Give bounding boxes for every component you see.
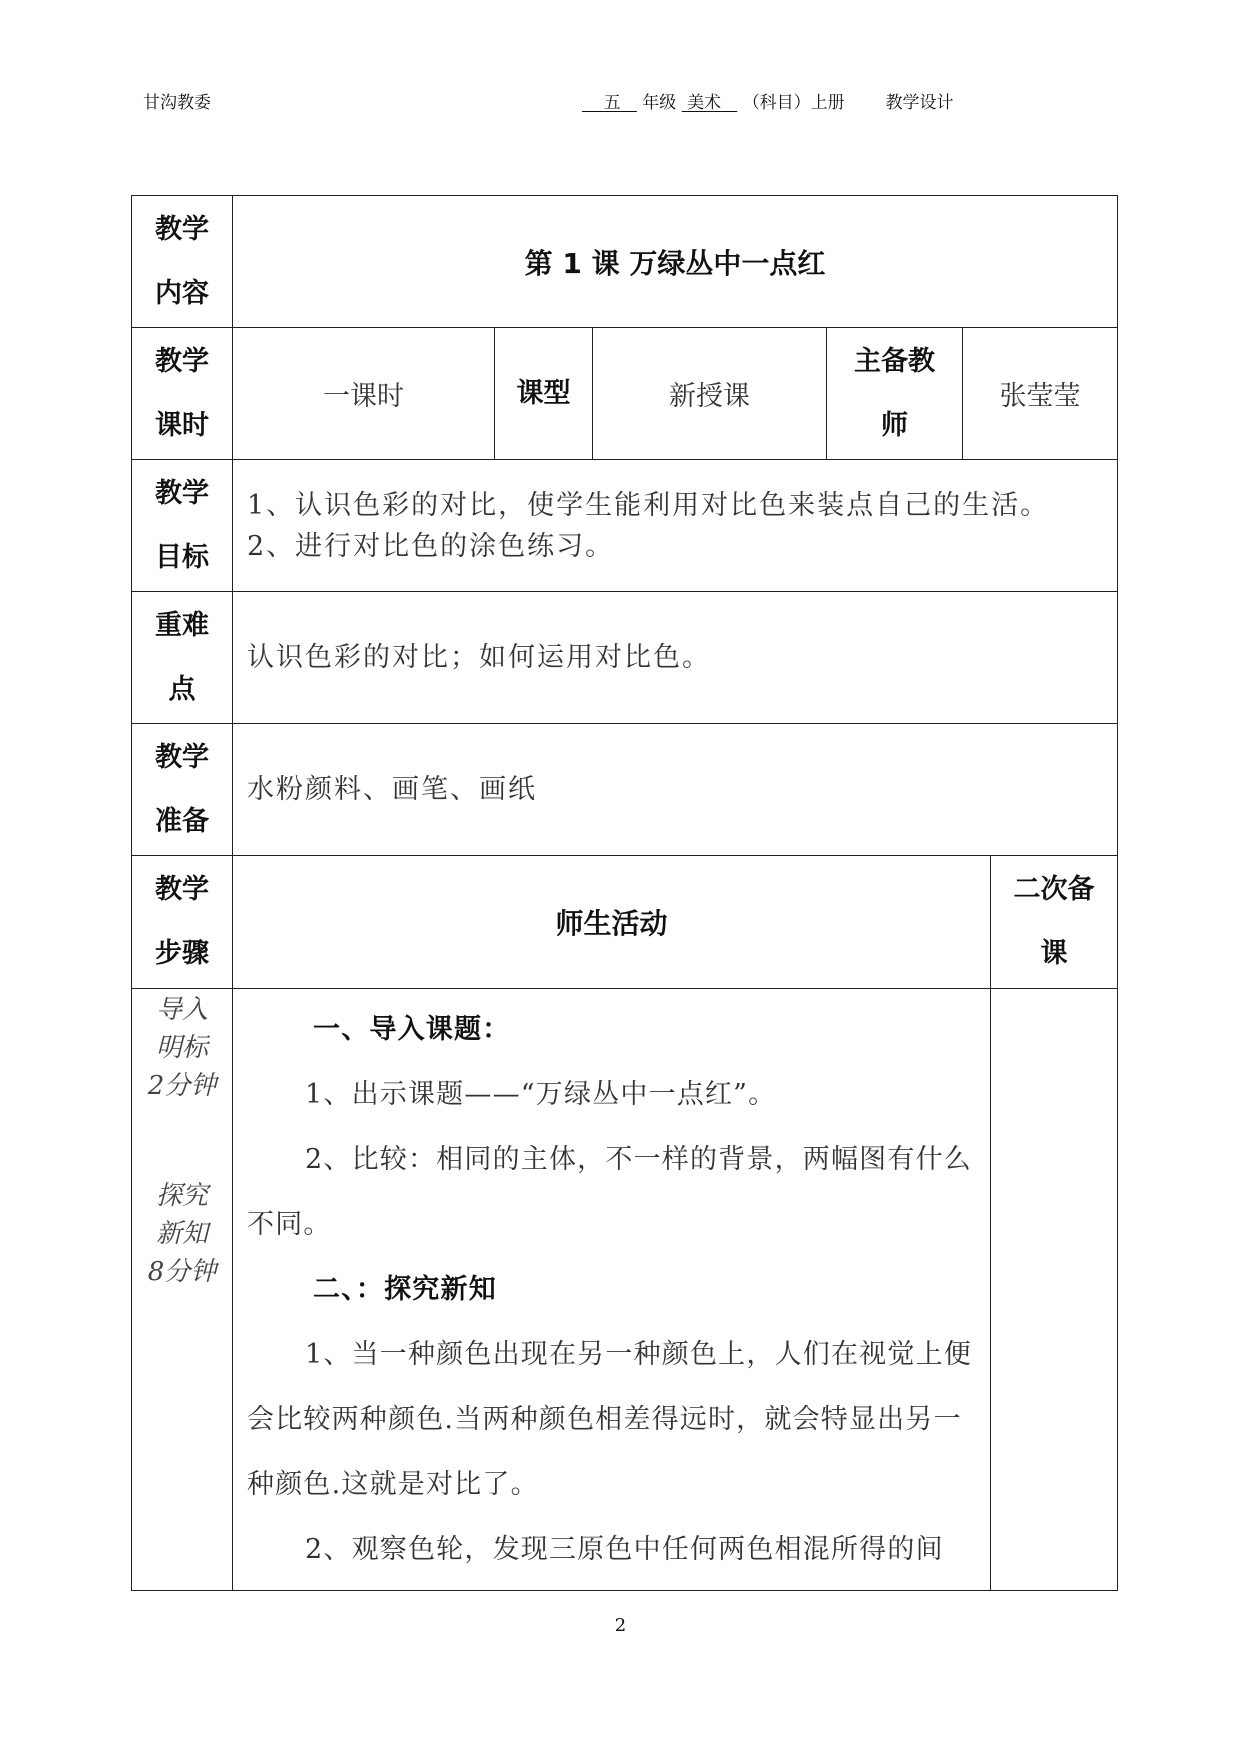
goals-text — [233, 460, 1118, 592]
goal-line-2: 2、进行对比色的涂色练习。 — [247, 530, 615, 562]
paragraph-3: 1、当一种颜色出现在另一种颜色上，人们在视觉上便会比较两种颜色.当两种颜色相差得远时，就会特显出另一种颜色.这就是对比了。 — [247, 1339, 972, 1500]
row-goals — [132, 460, 1118, 592]
row-prep — [132, 724, 1118, 856]
stage1-line1: 导入 — [155, 995, 208, 1025]
second-prep-header: 二次备 课 — [991, 856, 1118, 989]
label-steps: 教学 步骤 — [132, 856, 233, 989]
header-title — [582, 88, 954, 113]
label-lesson-type: 课型 — [495, 328, 593, 460]
period-value: 一课时 — [233, 328, 495, 460]
header-org: 甘沟教委 — [143, 93, 211, 113]
row-difficulty — [132, 592, 1118, 724]
stage2-line1: 探究 — [155, 1181, 208, 1211]
paragraph-2: 2、比较：相同的主体，不一样的背景，两幅图有什么不同。 — [247, 1144, 972, 1240]
label-goals: 教学 目标 — [132, 460, 233, 592]
label-teacher: 主备教 师 — [827, 328, 963, 460]
section-heading-1: 一、导入课题： — [313, 1014, 511, 1045]
stage1-line3: 2分钟 — [147, 1071, 217, 1101]
paragraph-1: 1、出示课题——“万绿丛中一点红”。 — [305, 1079, 777, 1110]
label-difficulty: 重难 点 — [132, 592, 233, 724]
steps-column — [132, 989, 233, 1591]
header-subject: 美术 — [687, 93, 722, 113]
header-grade-suffix: 年级 — [642, 93, 677, 113]
activity-header: 师生活动 — [233, 856, 991, 989]
difficulty-text: 认识色彩的对比；如何运用对比色。 — [233, 592, 1118, 724]
goal-line-1: 1、认识色彩的对比，使学生能利用对比色来装点自己的生活。 — [247, 489, 1050, 521]
prep-text: 水粉颜料、画笔、画纸 — [233, 724, 1118, 856]
activity-body — [233, 989, 991, 1591]
label-prep: 教学 准备 — [132, 724, 233, 856]
stage2-line2: 新知 — [155, 1219, 208, 1249]
lesson-plan-table — [131, 195, 1118, 1591]
paragraph-4: 2、观察色轮，发现三原色中任何两色相混所得的间 — [305, 1534, 944, 1565]
row-steps-header — [132, 856, 1118, 989]
second-prep-cell — [991, 989, 1118, 1591]
header-grade: 五 — [603, 93, 621, 113]
section-heading-2: 二、：探究新知 — [313, 1274, 497, 1305]
page-number: 2 — [614, 1615, 627, 1636]
row-content — [132, 196, 1118, 328]
lesson-type-value: 新授课 — [593, 328, 827, 460]
row-period — [132, 328, 1118, 460]
header-doc-type: 教学设计 — [885, 93, 954, 113]
header-subject-suffix: （科目）上册 — [742, 93, 845, 113]
stage2-line3: 8分钟 — [147, 1257, 217, 1287]
row-steps-body — [132, 989, 1118, 1591]
teacher-value: 张莹莹 — [963, 328, 1118, 460]
lesson-title: 第 1 课 万绿丛中一点红 — [233, 196, 1118, 328]
stage1-line2: 明标 — [155, 1033, 208, 1063]
label-period: 教学 课时 — [132, 328, 233, 460]
label-content: 教学 内容 — [132, 196, 233, 328]
